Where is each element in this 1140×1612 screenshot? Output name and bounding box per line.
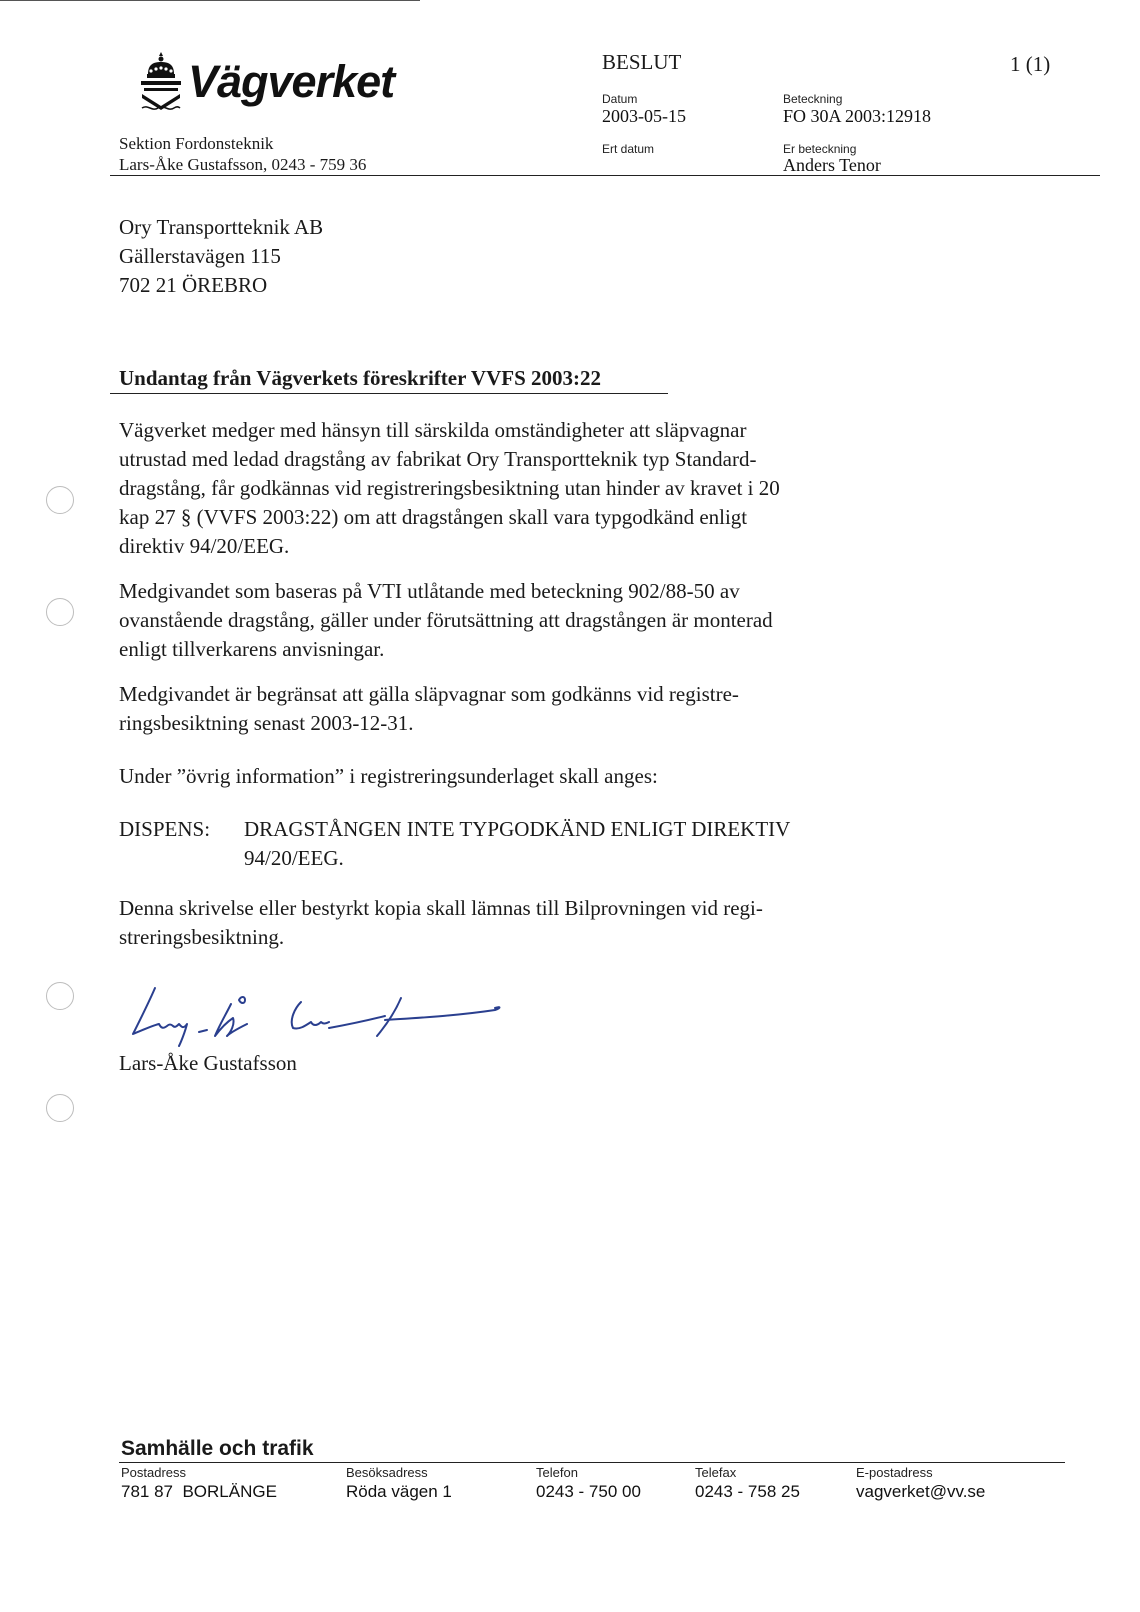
epost-label: E-postadress [856, 1465, 933, 1480]
recipient-line: Gällerstavägen 115 [119, 244, 281, 268]
beteckning-label: Beteckning [783, 92, 843, 106]
page-number: 1 (1) [1010, 52, 1051, 76]
body-line: Medgivandet som baseras på VTI utlåtande med beteckning 902/88-50 av [119, 579, 740, 603]
logo-wordmark: Vägverket [188, 56, 395, 107]
punch-hole [46, 982, 74, 1010]
recipient-address [119, 213, 323, 300]
telefax-label: Telefax [695, 1465, 737, 1480]
punch-hole [46, 486, 74, 514]
telefon-value: 0243 - 750 00 [536, 1482, 641, 1501]
postadress-label: Postadress [121, 1465, 187, 1480]
document-type: BESLUT [602, 50, 682, 74]
body-line: kap 27 § (VVFS 2003:22) om att dragstången skall vara typgodkänd enligt [119, 505, 748, 529]
signatory-name: Lars-Åke Gustafsson [119, 1051, 297, 1075]
body-paragraph-3 [119, 680, 839, 738]
dispens-label: DISPENS: [119, 817, 211, 841]
body-paragraph-2 [119, 577, 839, 664]
besoksadress-label: Besöksadress [346, 1465, 428, 1480]
section-name: Sektion Fordonsteknik [119, 134, 274, 153]
dispens-line: 94/20/EEG. [244, 846, 344, 870]
postadress-value: 781 87 BORLÄNGE [121, 1482, 277, 1501]
datum-label: Datum [602, 92, 638, 106]
crown-road-emblem-icon [140, 50, 182, 112]
body-line: Denna skrivelse eller bestyrkt kopia skall lämnas till Bilprovningen vid regi- [119, 896, 763, 920]
logo [140, 50, 400, 114]
er-beteckning-value: Anders Tenor [783, 155, 881, 175]
datum-value: 2003-05-15 [602, 106, 686, 126]
beteckning-value: FO 30A 2003:12918 [783, 106, 932, 126]
body-paragraph-1 [119, 416, 839, 561]
footer-slogan: Samhälle och trafik [121, 1437, 314, 1460]
er-beteckning-label: Er beteckning [783, 142, 857, 156]
body-line: ringsbesiktning senast 2003-12-31. [119, 711, 414, 735]
telefax-value: 0243 - 758 25 [695, 1482, 800, 1501]
body-line: Vägverket medger med hänsyn till särskilda omständigheter att släpvagnar [119, 418, 747, 442]
body-line: ovanstående dragstång, gäller under förutsättning att dragstången är monterad [119, 608, 773, 632]
body-paragraph-5 [119, 894, 839, 952]
body-line: utrustad med ledad dragstång av fabrikat Ory Transportteknik typ Standard- [119, 447, 757, 471]
body-line: Medgivandet är begränsat att gälla släpvagnar som godkänns vid registre- [119, 682, 739, 706]
punch-hole [46, 1094, 74, 1122]
telefon-label: Telefon [536, 1465, 578, 1480]
subject-heading: Undantag från Vägverkets föreskrifter VVFS 2003:22 [119, 366, 601, 390]
header-divider [110, 175, 1100, 176]
body-line: direktiv 94/20/EEG. [119, 534, 290, 558]
besoksadress-value: Röda vägen 1 [346, 1482, 452, 1501]
dispens-line: DRAGSTÅNGEN INTE TYPGODKÄND ENLIGT DIREKTIV [244, 817, 791, 841]
subject-underline [110, 393, 668, 394]
handwritten-signature [115, 980, 515, 1060]
body-paragraph-4: Under ”övrig information” i registreringsunderlaget skall anges: [119, 764, 658, 788]
body-line: streringsbesiktning. [119, 925, 285, 949]
dispens-text [244, 815, 844, 873]
body-line: enligt tillverkarens anvisningar. [119, 637, 385, 661]
punch-hole [46, 598, 74, 626]
scan-top-edge [0, 0, 420, 1]
ert-datum-label: Ert datum [602, 142, 655, 156]
footer-divider [119, 1462, 1065, 1463]
epost-value: vagverket@vv.se [856, 1482, 986, 1501]
recipient-line: 702 21 ÖREBRO [119, 273, 268, 297]
sender-contact: Lars-Åke Gustafsson, 0243 - 759 36 [119, 155, 367, 174]
recipient-line: Ory Transportteknik AB [119, 215, 324, 239]
body-line: dragstång, får godkännas vid registreringsbesiktning utan hinder av kravet i 20 [119, 476, 780, 500]
